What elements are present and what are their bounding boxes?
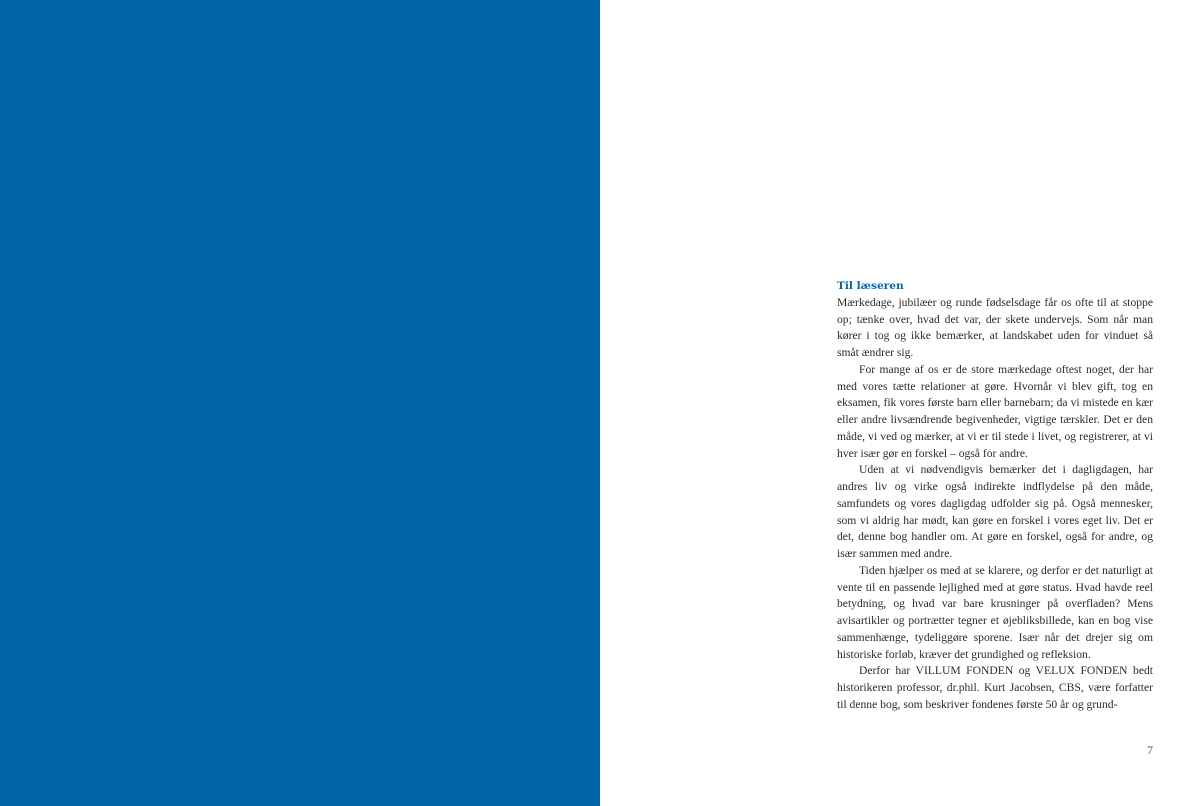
blue-left-page [0, 0, 600, 806]
foreword-text-block [837, 278, 1153, 714]
paragraph-1: Mærkedage, jubilæer og runde fødselsdage får os ofte til at stoppe op; tænke over, hvad det var, der skete undervejs. Som når man kører i tog og ikke bemærker, at landskabet uden for vinduet så småt ændrer sig. [837, 295, 1153, 359]
section-heading: Til læseren [837, 280, 904, 292]
paragraph-5: Derfor har VILLUM FONDEN og VELUX FONDEN bedt historikeren professor, dr.phil. Kurt Jacobsen, CBS, være forfatter til denne bog, som beskriver fondenes første 50 år og grund- [837, 664, 1153, 711]
paragraph-3: Uden at vi nødvendigvis bemærker det i dagligdagen, har andres liv og virke også indirekte indflydelse på den måde, samfundets og vores dagligdag udfolder sig på. Også mennesker, som vi aldrig har mødt, kan gøre en forskel i vores eget liv. Det er det, denne bog handler om. At gøre en forskel, også for andre, og især sammen med andre. [837, 463, 1153, 560]
paragraph-2: For mange af os er de store mærkedage oftest noget, der har med vores tætte relationer at gøre. Hvornår vi blev gift, tog en eksamen, fik vores første barn eller barnebarn; da vi mistede en kær eller andre livsændrende begivenheder, vigtige tærskler. Det er den måde, vi ved og mærker, at vi er til stede i livet, og registrerer, at vi hver især gør en forskel – også for andre. [837, 362, 1153, 460]
right-page [600, 0, 1201, 806]
page-number: 7 [1147, 743, 1153, 757]
paragraph-4: Tiden hjælper os med at se klarere, og derfor er det naturligt at vente til en passende lejlighed med at gøre status. Hvad havde reel betydning, og hvad var bare krusninger på overfladen? Mens avisartikler og portrætter tegner et øjebliksbillede, kan en bog vise sammenhænge, tydeliggøre sporene. Især når det drejer sig om historiske forløb, kræver det grundighed og refleksion. [837, 563, 1153, 661]
